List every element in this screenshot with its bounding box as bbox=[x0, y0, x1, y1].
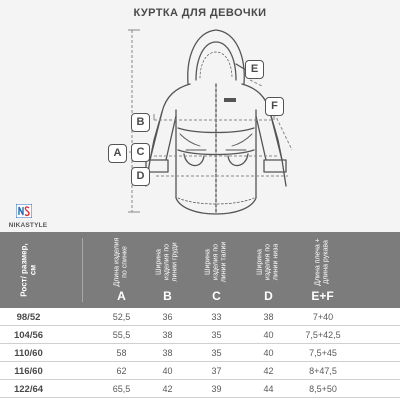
cell-a: 65,5 bbox=[112, 384, 131, 394]
row-size: 104/56 bbox=[13, 330, 44, 341]
cell-c: 35 bbox=[211, 348, 222, 358]
cell-b: 38 bbox=[162, 330, 173, 340]
column-d-label: Ширина изделия по линии низа bbox=[256, 243, 280, 281]
column-letter-d: D bbox=[264, 289, 273, 303]
cell-ef: 8,5+50 bbox=[309, 384, 337, 394]
marker-a: A bbox=[108, 144, 127, 163]
cell-c: 37 bbox=[211, 366, 222, 376]
cell-c: 35 bbox=[211, 330, 222, 340]
page-title: КУРТКА ДЛЯ ДЕВОЧКИ bbox=[133, 7, 267, 19]
marker-f: F bbox=[265, 97, 284, 116]
cell-ef: 7,5+45 bbox=[309, 348, 337, 358]
column-ef-label: Длина плеча + длина рукава bbox=[314, 238, 330, 286]
column-header-d bbox=[244, 232, 293, 292]
column-b-label: Ширина изделия по линии груди bbox=[155, 242, 179, 282]
brand-logo bbox=[16, 204, 32, 218]
row-size: 98/52 bbox=[16, 312, 41, 323]
table-row bbox=[0, 326, 400, 344]
cell-a: 52,5 bbox=[112, 312, 131, 322]
brand-name: NIKASTYLE bbox=[8, 222, 48, 229]
column-c-label: Ширина изделия по линии талии bbox=[204, 241, 228, 283]
cell-b: 42 bbox=[162, 384, 173, 394]
size-header-label: Рост/ размер, см bbox=[19, 243, 38, 297]
column-letter-ef: E+F bbox=[311, 289, 334, 303]
column-header-a bbox=[97, 232, 146, 292]
size-table-header bbox=[0, 232, 400, 308]
column-header-ef bbox=[298, 232, 347, 292]
cell-d: 40 bbox=[263, 348, 274, 358]
row-size: 116/60 bbox=[14, 366, 43, 377]
marker-d: D bbox=[131, 167, 150, 186]
cell-c: 39 bbox=[211, 384, 222, 394]
cell-ef: 8+47,5 bbox=[309, 366, 337, 376]
row-size: 122/64 bbox=[13, 384, 44, 395]
marker-e: E bbox=[245, 60, 264, 79]
column-letter-c: C bbox=[212, 289, 221, 303]
column-a-label: Длина изделия по спинке bbox=[113, 237, 129, 287]
cell-d: 38 bbox=[263, 312, 274, 322]
cell-a: 62 bbox=[116, 366, 127, 376]
table-row bbox=[0, 344, 400, 362]
cell-a: 55,5 bbox=[112, 330, 131, 340]
table-row bbox=[0, 380, 400, 398]
column-letter-b: B bbox=[163, 289, 172, 303]
table-row bbox=[0, 362, 400, 380]
row-size: 110/60 bbox=[14, 348, 43, 359]
header-divider bbox=[82, 238, 83, 302]
size-column-header bbox=[0, 232, 57, 308]
cell-b: 40 bbox=[162, 366, 173, 376]
table-row bbox=[0, 308, 400, 326]
cell-b: 36 bbox=[162, 312, 173, 322]
cell-b: 38 bbox=[162, 348, 173, 358]
column-letter-a: A bbox=[117, 289, 126, 303]
cell-ef: 7,5+42,5 bbox=[305, 330, 341, 340]
column-header-c bbox=[192, 232, 241, 292]
marker-b: B bbox=[131, 113, 150, 132]
column-header-b bbox=[143, 232, 192, 292]
cell-d: 42 bbox=[263, 366, 274, 376]
cell-ef: 7+40 bbox=[312, 312, 334, 322]
cell-c: 33 bbox=[211, 312, 222, 322]
cell-a: 58 bbox=[116, 348, 127, 358]
cell-d: 40 bbox=[263, 330, 274, 340]
cell-d: 44 bbox=[263, 384, 274, 394]
marker-c: C bbox=[131, 143, 150, 162]
